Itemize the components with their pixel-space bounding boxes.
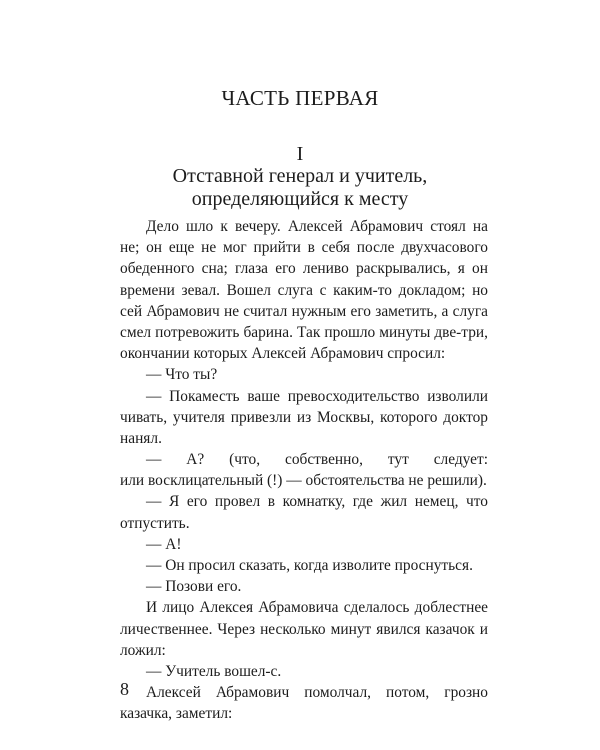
text-line: отпустить. — [120, 514, 190, 532]
text-line: времени зевал. Вошел слуга с каким-то докладом; но — [120, 281, 488, 299]
part-title: ЧАСТЬ ПЕРВАЯ — [221, 86, 379, 110]
page-number: 8 — [120, 679, 129, 699]
text-line: ложил: — [120, 641, 166, 659]
text-line: окончании которых Алексей Абрамович спросил: — [120, 345, 446, 363]
text-line: — Он просил сказать, когда изволите проснуться. — [146, 557, 473, 574]
text-line: — Покаместь ваше превосходительство изволили — [146, 387, 488, 405]
text-line: сей Абрамович не считал нужным его заметить, а слуга — [120, 302, 488, 320]
text-line: — А? (что, собственно, тут следует: — [146, 451, 488, 469]
chapter-title-line-1: Отставной генерал и учитель, — [172, 165, 428, 187]
text-line: обеденного сна; глаза его лениво раскрывались, я он — [120, 260, 488, 278]
text-line: Алексей Абрамович помолчал, потом, грозно — [146, 684, 488, 702]
body-text — [120, 216, 488, 725]
text-line: казачка, заметил: — [120, 705, 233, 723]
text-line: — Что ты? — [146, 366, 218, 384]
text-line: — А! — [146, 535, 182, 553]
text-line: — Я его провел в комнатку, где жил немец, что — [146, 493, 488, 511]
text-line: или восклицательный (!) — обстоятельства не решили). — [120, 472, 487, 490]
text-line: смел потревожить барина. Так прошло минуты две-три, — [120, 323, 488, 341]
text-line: — Учитель вошел-с. — [146, 662, 282, 680]
text-line: И лицо Алексея Абрамовича сделалось доблестнее — [146, 599, 488, 617]
text-line: чивать, учителя привезли из Москвы, которого доктор — [120, 408, 488, 426]
text-line: — Позови его. — [146, 578, 242, 596]
text-line: нанял. — [120, 429, 162, 447]
chapter-title — [0, 165, 600, 211]
chapter-title-line-2: определяющийся к месту — [191, 188, 409, 210]
text-line: личественнее. Через несколько минут явился казачок и — [120, 620, 488, 638]
chapter-number: I — [296, 143, 304, 165]
text-line: не; он еще не мог прийти в себя после двухчасового — [120, 239, 488, 257]
text-line: Дело шло к вечеру. Алексей Абрамович стоял на — [146, 218, 488, 235]
